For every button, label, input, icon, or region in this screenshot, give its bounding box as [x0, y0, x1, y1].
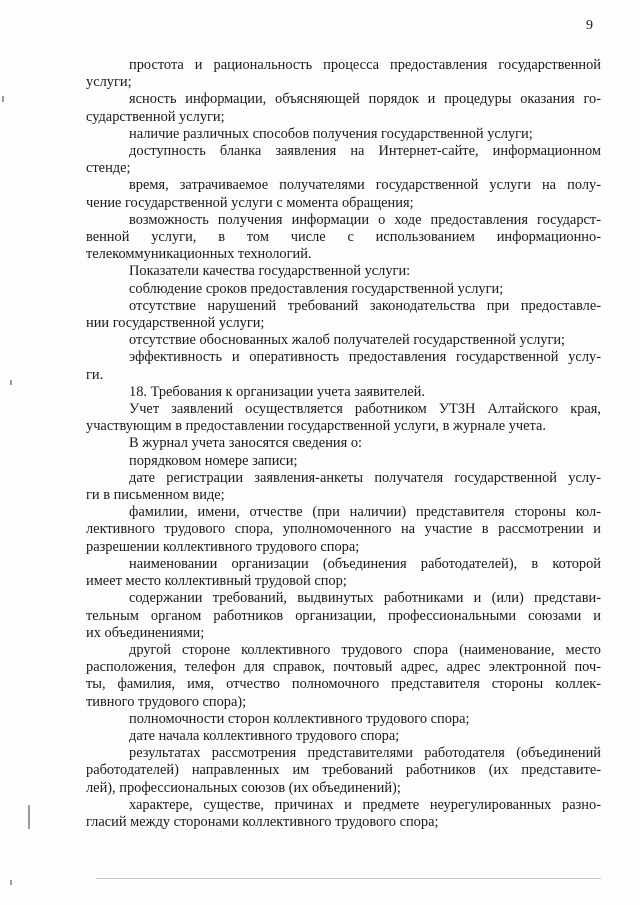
paragraph-line: ги в письменном виде; — [86, 487, 225, 504]
paragraph-line: гласий между сторонами коллективного трудового спора; — [86, 813, 439, 830]
paragraph — [86, 177, 601, 211]
paragraph-line: результатах рассмотрения представителями работодателя (объединений — [129, 745, 601, 762]
paragraph-line: венной услуги, в том числе с использованием информационно- — [86, 229, 601, 246]
paragraph — [86, 281, 601, 298]
paragraph-line: ясность информации, объясняющей порядок и процедуры оказания го- — [129, 91, 601, 108]
paragraph-line: лективного трудового спора, уполномоченного на участие в рассмотрении и — [86, 521, 601, 538]
paragraph — [86, 263, 601, 280]
scan-artifact — [28, 805, 30, 829]
paragraph — [86, 642, 601, 711]
scan-artifact — [10, 880, 12, 885]
paragraph — [86, 453, 601, 470]
paragraph-line: чение государственной услуги с момента обращения; — [86, 194, 414, 211]
paragraph-line: нии государственной услуги; — [86, 315, 265, 332]
paragraph-line: 18. Требования к организации учета заявителей. — [129, 383, 425, 400]
paragraph-line: их объединениями; — [86, 624, 205, 641]
paragraph-line: телекоммуникационных технологий. — [86, 246, 312, 263]
scan-artifact — [10, 380, 12, 385]
paragraph — [86, 384, 601, 401]
paragraph-line: тивного трудового спора); — [86, 693, 247, 710]
document-body — [86, 57, 601, 831]
paragraph-line: ты, фамилия, имя, отчество полномочного представителя стороны коллек- — [86, 676, 601, 693]
paragraph — [86, 504, 601, 556]
paragraph — [86, 745, 601, 797]
paragraph-line: Показатели качества государственной услуги: — [129, 263, 411, 280]
paragraph-line: возможность получения информации о ходе предоставления государст- — [129, 211, 601, 228]
paragraph — [86, 590, 601, 642]
paragraph-line: наличие различных способов получения государственной услуги; — [129, 125, 533, 142]
paragraph — [86, 401, 601, 435]
paragraph — [86, 212, 601, 264]
paragraph-line: дате начала коллективного трудового спора; — [129, 727, 400, 744]
paragraph-line: стенде; — [86, 160, 131, 177]
paragraph — [86, 797, 601, 831]
paragraph-line: имеет место коллективный трудовой спор; — [86, 573, 347, 590]
paragraph-line: отсутствие обоснованных жалоб получателей государственной услуги; — [129, 332, 566, 349]
paragraph — [86, 728, 601, 745]
paragraph-line: доступность бланка заявления на Интернет-сайте, информационном — [129, 143, 601, 160]
paragraph — [86, 126, 601, 143]
paragraph-line: расположения, телефон для справок, почтовый адрес, адрес электронной поч- — [86, 659, 601, 676]
paragraph-line: соблюдение сроков предоставления государственной услуги; — [129, 280, 504, 297]
paragraph — [86, 470, 601, 504]
paragraph — [86, 711, 601, 728]
paragraph-line: отсутствие нарушений требований законодательства при предоставле- — [129, 297, 601, 314]
page-bottom-edge — [96, 878, 601, 879]
paragraph — [86, 349, 601, 383]
paragraph-line: тельным органом работников организации, профессиональными союзами и — [86, 607, 601, 624]
paragraph — [86, 332, 601, 349]
paragraph-line: характере, существе, причинах и предмете неурегулированных разно- — [129, 796, 601, 813]
paragraph — [86, 556, 601, 590]
paragraph-line: дате регистрации заявления-анкеты получателя государственной услу- — [129, 469, 601, 486]
paragraph-line: наименовании организации (объединения работодателей), в которой — [129, 555, 601, 572]
paragraph-line: другой стороне коллективного трудового спора (наименование, место — [129, 641, 601, 658]
paragraph-line: сударственной услуги; — [86, 108, 225, 125]
paragraph-line: работодателей) направленных им требований работников (их представите- — [86, 762, 601, 779]
paragraph-line: лей), профессиональных союзов (их объединений); — [86, 779, 401, 796]
paragraph-line: ги. — [86, 366, 104, 383]
paragraph-line: В журнал учета заносятся сведения о: — [129, 435, 363, 452]
page-number: 9 — [586, 18, 593, 33]
paragraph-line: время, затрачиваемое получателями государственной услуги на полу- — [129, 177, 601, 194]
paragraph — [86, 57, 601, 91]
paragraph-line: порядковом номере записи; — [129, 452, 298, 469]
paragraph-line: простота и рациональность процесса предоставления государственной — [129, 57, 601, 73]
paragraph-line: услуги; — [86, 74, 132, 91]
scan-artifact — [2, 96, 4, 102]
paragraph — [86, 435, 601, 452]
paragraph — [86, 143, 601, 177]
paragraph-line: разрешении коллективного трудового спора; — [86, 538, 360, 555]
paragraph-line: содержании требований, выдвинутых работниками и (или) представи- — [129, 590, 601, 607]
paragraph-line: фамилии, имени, отчестве (при наличии) представителя стороны кол- — [129, 504, 601, 521]
paragraph-line: Учет заявлений осуществляется работником УТЗН Алтайского края, — [129, 401, 601, 418]
paragraph-line: эффективность и оперативность предоставления государственной услу- — [129, 349, 601, 366]
paragraph — [86, 91, 601, 125]
paragraph-line: полномочности сторон коллективного трудового спора; — [129, 710, 470, 727]
paragraph — [86, 298, 601, 332]
paragraph-line: участвующим в предоставлении государственной услуги, в журнале учета. — [86, 418, 547, 435]
